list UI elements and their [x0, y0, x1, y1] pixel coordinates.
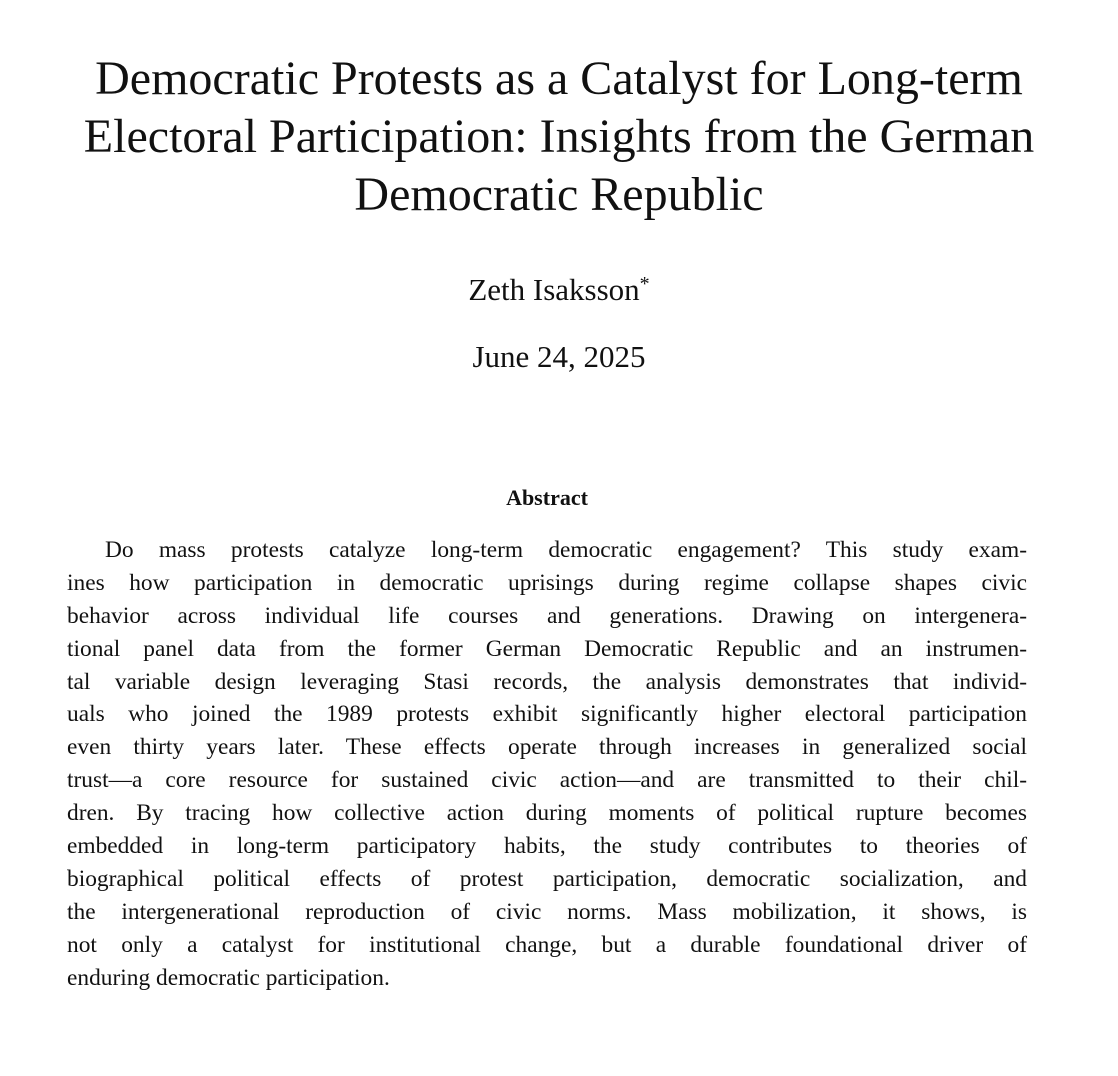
abstract-body — [67, 534, 1027, 994]
abstract-line: embedded in long-term participatory habits, the study contributes to theories of — [67, 833, 1027, 860]
abstract-line: trust—a core resource for sustained civic action—and are transmitted to their chil- — [67, 767, 1027, 794]
abstract-line: ines how participation in democratic uprisings during regime collapse shapes civic — [67, 569, 1027, 596]
abstract-line: biographical political effects of protest participation, democratic socialization, and — [67, 865, 1027, 892]
title-line: Democratic Republic — [354, 168, 764, 221]
abstract-line: tional panel data from the former German Democratic Republic and an instrumen- — [67, 635, 1027, 662]
abstract-line: the intergenerational reproduction of civic norms. Mass mobilization, it shows, is — [67, 898, 1027, 925]
author-name: Zeth Isaksson — [468, 272, 640, 307]
abstract-line: tal variable design leveraging Stasi records, the analysis demonstrates that individ- — [67, 668, 1027, 695]
abstract-heading: Abstract — [506, 485, 588, 510]
abstract-line: dren. By tracing how collective action during moments of political rupture becomes — [67, 800, 1027, 827]
abstract-line: uals who joined the 1989 protests exhibit significantly higher electoral participation — [67, 701, 1027, 728]
publication-date: June 24, 2025 — [472, 339, 646, 374]
author-footnote-mark[interactable]: * — [639, 273, 650, 295]
abstract-line: Do mass protests catalyze long-term democratic engagement? This study exam- — [105, 537, 1027, 563]
title-line: Electoral Participation: Insights from the German — [83, 110, 1035, 163]
paper-title — [20, 50, 1098, 224]
abstract-line: not only a catalyst for institutional change, but a durable foundational driver of — [67, 931, 1027, 958]
author-line — [0, 270, 1118, 310]
title-line: Democratic Protests as a Catalyst for Long-term — [95, 52, 1023, 105]
abstract-line: behavior across individual life courses and generations. Drawing on intergenera- — [67, 602, 1027, 629]
abstract-line: even thirty years later. These effects operate through increases in generalized social — [67, 734, 1027, 761]
abstract-line: enduring democratic participation. — [67, 964, 390, 991]
